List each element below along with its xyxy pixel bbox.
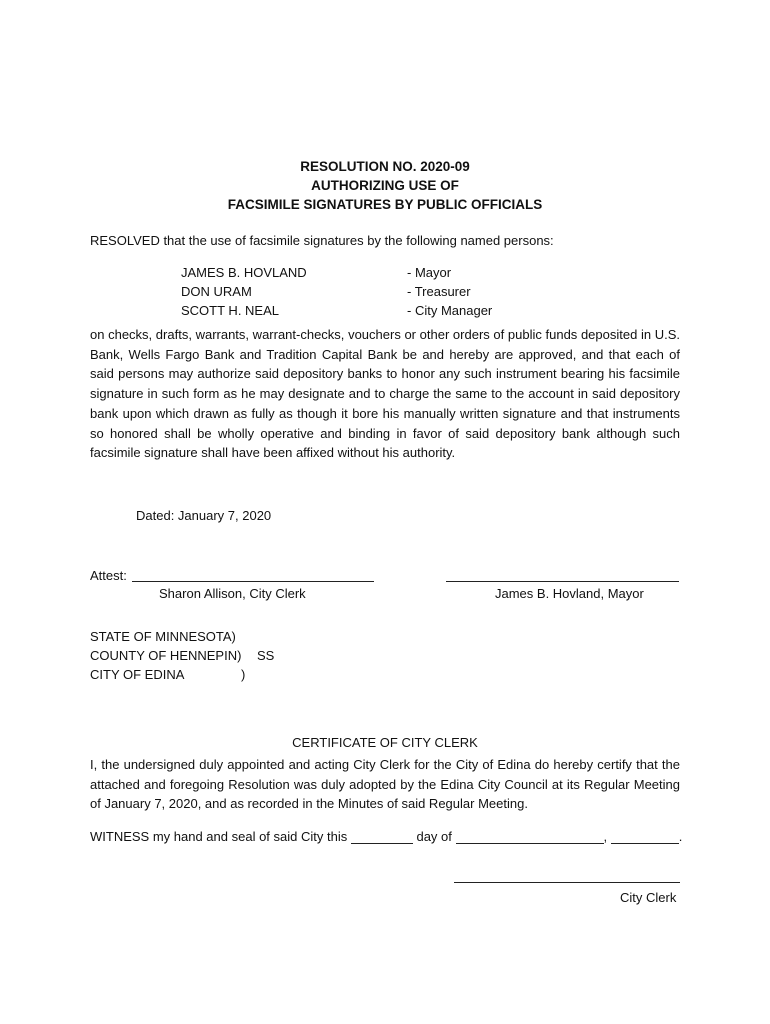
dated-line: Dated: January 7, 2020	[136, 508, 272, 523]
witness-comma: ,	[603, 829, 608, 844]
mayor-signature-caption: James B. Hovland, Mayor	[495, 586, 644, 601]
clerk-signature-line	[132, 581, 374, 582]
official-role: - Mayor	[407, 265, 452, 280]
witness-prefix: WITNESS my hand and seal of said City this	[90, 829, 348, 844]
attest-label: Attest:	[90, 568, 127, 583]
witness-day-blank	[351, 829, 413, 844]
certificate-text: I, the undersigned duly appointed and acting City Clerk for the City of Edina do hereby certify that the attached and foregoing Resolution was duly adopted by the Edina City Council at its Regular Meeting of January 7, 2020, and as recorded in the Minutes of said Regular Meeting.	[90, 757, 680, 812]
clerk-signature-caption: Sharon Allison, City Clerk	[159, 586, 306, 601]
official-role: - Treasurer	[407, 284, 471, 299]
document-title	[0, 157, 770, 214]
witness-line	[90, 827, 682, 847]
witness-year-blank	[611, 829, 679, 844]
venue-state: STATE OF MINNESOTA)	[90, 629, 236, 644]
city-clerk-signature-line	[454, 882, 680, 883]
mayor-signature-line	[446, 581, 679, 582]
title-subject-line-1: AUTHORIZING USE OF	[311, 178, 459, 193]
witness-month-blank	[456, 829, 604, 844]
official-name: JAMES B. HOVLAND	[181, 265, 307, 280]
witness-day-of: day of	[416, 829, 452, 844]
venue-county: COUNTY OF HENNEPIN)	[90, 648, 242, 663]
resolution-body: on checks, drafts, warrants, warrant-checks, vouchers or other orders of public funds deposited in U.S. Bank, Wells Fargo Bank and Tradition Capital Bank be and hereby are approved, and that each of said persons may authorize said depository banks to honor any such instrument bearing his facsimile signature in such form as he may designate and to charge the same to the account in said depository bank upon which drawn as fully as though it bore his manually written signature and that instruments so honored shall be wholly operative and binding in favor of said depository bank although such facsimile signature shall have been affixed without his authority.	[90, 327, 680, 461]
title-resolution-number: RESOLUTION NO. 2020-09	[300, 159, 470, 174]
title-subject-line-2: FACSIMILE SIGNATURES BY PUBLIC OFFICIALS	[227, 197, 543, 212]
certificate-heading: CERTIFICATE OF CITY CLERK	[292, 735, 478, 750]
venue-ss: SS	[257, 648, 275, 663]
official-name: DON URAM	[181, 284, 252, 299]
venue-city-paren: )	[241, 667, 246, 682]
resolved-intro: RESOLVED that the use of facsimile signatures by the following named persons:	[90, 233, 554, 248]
venue-city: CITY OF EDINA	[90, 667, 185, 682]
official-name: SCOTT H. NEAL	[181, 303, 280, 318]
witness-period: .	[678, 829, 683, 844]
city-clerk-caption: City Clerk	[620, 890, 677, 905]
official-role: - City Manager	[407, 303, 493, 318]
